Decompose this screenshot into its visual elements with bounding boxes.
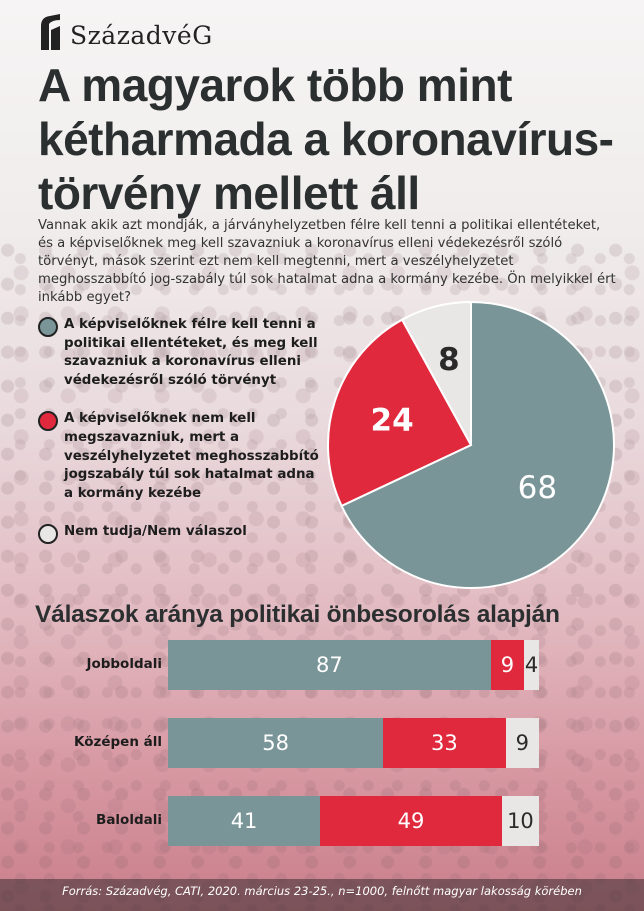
bar-row <box>0 636 644 692</box>
bar-category-label: Jobboldali <box>86 656 162 672</box>
page-title: A magyarok több mint kétharmada a koronavírus-törvény mellett áll <box>38 59 614 219</box>
brand-name: SzázadvéG <box>70 21 213 50</box>
bar-seg-support: 87 <box>168 640 491 690</box>
question-text: Vannak akik azt mondják, a járványhelyzetben félre kell tenni a politikai ellentéteket, és a képviselőknek meg kell szavazniuk a koronavírus elleni védekezésről szóló törvényt, mások szerint ezt nem kell megtenni, mert a veszélyhelyzetet meghosszabbító jog-szabály túl sok hatalmat adna a kormány kezébe. Ön melyikkel ért inkább egyet? <box>38 218 616 305</box>
bar-track <box>168 718 539 768</box>
pie-legend <box>38 316 328 564</box>
legend-label-dontknow: Nem tudja/Nem válaszol <box>64 524 247 540</box>
bar-seg-support: 58 <box>168 718 383 768</box>
bar-seg-oppose: 33 <box>383 718 505 768</box>
pie-slice-dontknow-label: 8 <box>438 342 460 379</box>
logo-mark-icon <box>38 14 64 50</box>
bar-row <box>0 714 644 770</box>
bar-category-label: Középen áll <box>73 734 162 750</box>
bar-row <box>0 792 644 848</box>
bar-track <box>168 796 539 846</box>
bar-category-label: Baloldali <box>96 812 162 828</box>
bar-seg-dontknow: 4 <box>524 640 539 690</box>
bar-track <box>168 640 539 690</box>
bar-seg-support: 41 <box>168 796 320 846</box>
source-note: Forrás: Századvég, CATI, 2020. március 23-25., n=1000, felnőtt magyar lakosság körében <box>0 879 644 911</box>
bar-chart-title: Válaszok aránya politikai önbesorolás alapján <box>35 601 560 628</box>
legend-label-support: A képviselőknek félre kell tenni a politikai ellentéteket, és meg kell szavazniuk a koronavírus elleni védekezésről szóló törvényt <box>64 317 318 388</box>
pie-chart <box>326 300 616 590</box>
brand-logo <box>38 14 213 50</box>
legend-swatch-red <box>38 411 58 431</box>
bar-seg-oppose: 49 <box>320 796 502 846</box>
bar-seg-dontknow: 10 <box>502 796 539 846</box>
legend-item-dontknow <box>38 523 328 544</box>
pie-slice-oppose-label: 24 <box>370 402 414 439</box>
legend-swatch-light <box>38 524 58 544</box>
legend-label-oppose: A képviselőknek nem kell megszavazniuk, mert a veszélyhelyzetet meghosszabbító jogszabály túl sok hatalmat adna a kormány kezébe <box>64 411 319 501</box>
bar-seg-dontknow: 9 <box>506 718 539 768</box>
legend-swatch-grey <box>38 317 58 337</box>
legend-item-oppose <box>38 410 328 503</box>
pie-slice-support-label: 68 <box>517 470 558 507</box>
legend-item-support <box>38 316 328 390</box>
bar-seg-oppose: 9 <box>491 640 524 690</box>
